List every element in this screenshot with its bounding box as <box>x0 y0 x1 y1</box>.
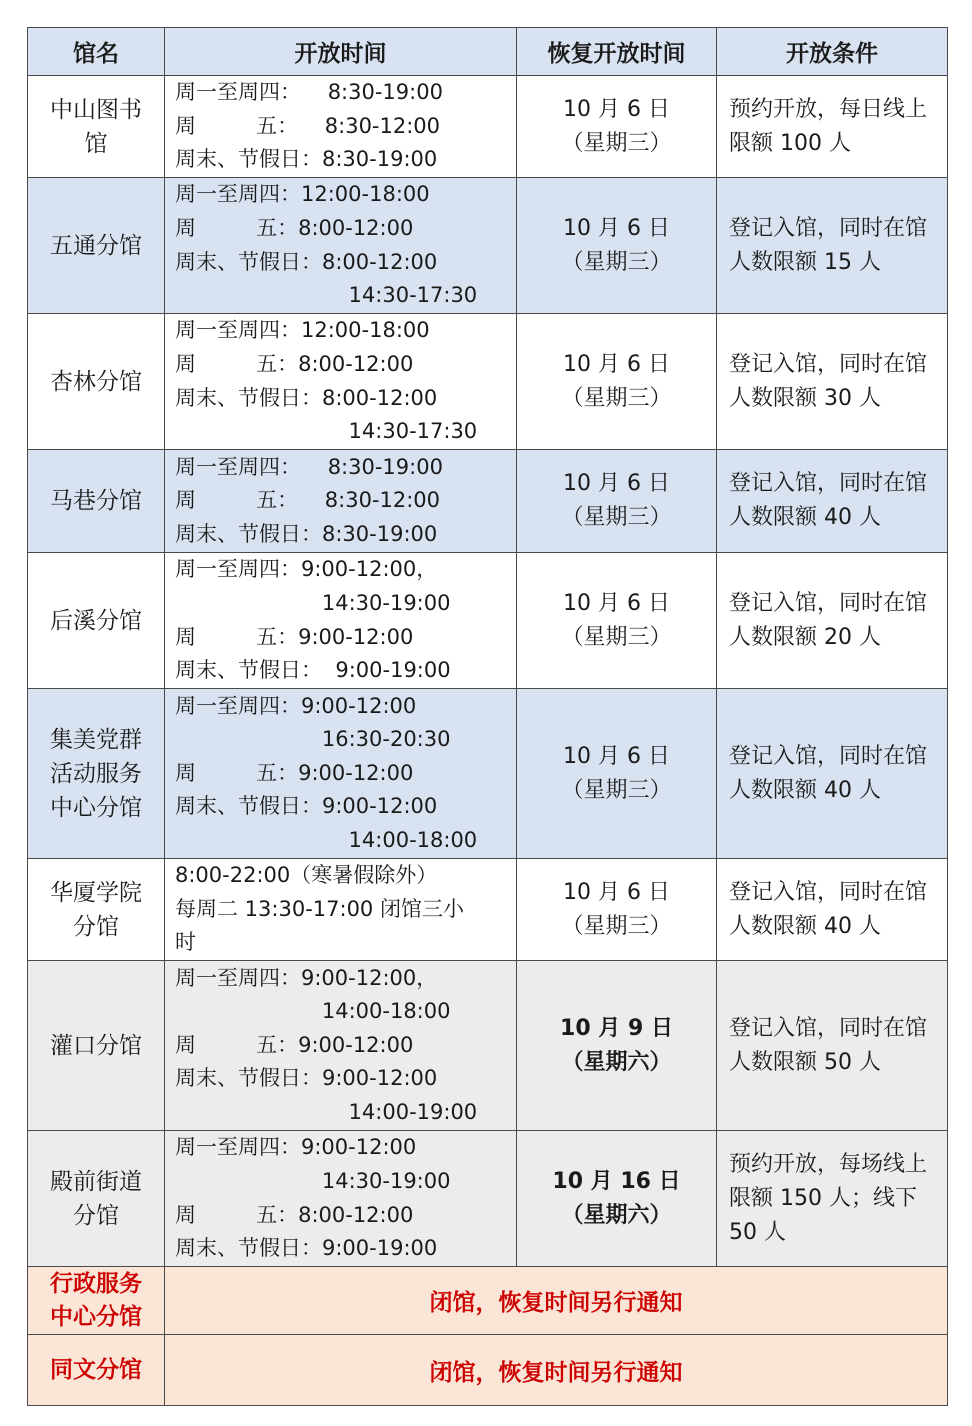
resume-date: 10 月 6 日 （星期三） <box>517 689 717 859</box>
table-row <box>28 961 948 1131</box>
opening-hours: 周一至周四： 8:30-19:00 周 五： 8:30-12:00 周末、节假日：8:30-19:00 <box>165 76 517 178</box>
resume-date: 10 月 6 日 （星期三） <box>517 178 717 314</box>
opening-hours: 周一至周四： 8:30-19:00 周 五： 8:30-12:00 周末、节假日：8:30-19:00 <box>165 450 517 553</box>
table-row <box>28 1131 948 1267</box>
opening-condition: 登记入馆，同时在馆人数限额 20 人 <box>717 553 948 689</box>
resume-date: 10 月 16 日 （星期六） <box>517 1131 717 1267</box>
closed-notice: 闭馆，恢复时间另行通知 <box>165 1267 948 1335</box>
library-name: 后溪分馆 <box>28 553 165 689</box>
library-name: 殿前街道 分馆 <box>28 1131 165 1267</box>
library-name: 同文分馆 <box>28 1335 165 1406</box>
opening-hours: 周一至周四：9:00-12:00， 14:30-19:00 周 五：9:00-12:00 周末、节假日： 9:00-19:00 <box>165 553 517 689</box>
opening-condition: 登记入馆，同时在馆人数限额 15 人 <box>717 178 948 314</box>
library-name: 华厦学院 分馆 <box>28 859 165 961</box>
header-name: 馆名 <box>28 28 165 76</box>
table-row-closed <box>28 1335 948 1406</box>
library-name: 杏林分馆 <box>28 314 165 450</box>
library-name: 马巷分馆 <box>28 450 165 553</box>
opening-condition: 登记入馆，同时在馆人数限额 30 人 <box>717 314 948 450</box>
resume-date: 10 月 6 日 （星期三） <box>517 553 717 689</box>
closed-notice: 闭馆，恢复时间另行通知 <box>165 1335 948 1406</box>
opening-condition: 登记入馆，同时在馆人数限额 40 人 <box>717 450 948 553</box>
opening-hours: 周一至周四：12:00-18:00 周 五：8:00-12:00 周末、节假日：8:00-12:00 14:30-17:30 <box>165 314 517 450</box>
resume-date: 10 月 6 日 （星期三） <box>517 76 717 178</box>
library-name: 行政服务 中心分馆 <box>28 1267 165 1335</box>
opening-hours: 周一至周四：9:00-12:00 14:30-19:00 周 五：8:00-12:00 周末、节假日：9:00-19:00 <box>165 1131 517 1267</box>
library-schedule-table <box>27 27 948 1406</box>
library-name: 灌口分馆 <box>28 961 165 1131</box>
library-name: 集美党群 活动服务 中心分馆 <box>28 689 165 859</box>
table-row <box>28 859 948 961</box>
opening-condition: 预约开放，每场线上限额 150 人；线下 50 人 <box>717 1131 948 1267</box>
table-row <box>28 689 948 859</box>
table-row <box>28 178 948 314</box>
header-hours: 开放时间 <box>165 28 517 76</box>
opening-hours: 周一至周四：9:00-12:00， 14:00-18:00 周 五：9:00-12:00 周末、节假日：9:00-12:00 14:00-19:00 <box>165 961 517 1131</box>
table-row <box>28 76 948 178</box>
table-row-closed <box>28 1267 948 1335</box>
opening-hours: 8:00-22:00（寒暑假除外） 每周二 13:30-17:00 闭馆三小 时 <box>165 859 517 961</box>
opening-condition: 登记入馆，同时在馆人数限额 40 人 <box>717 859 948 961</box>
resume-date: 10 月 9 日 （星期六） <box>517 961 717 1131</box>
header-row <box>28 28 948 76</box>
opening-condition: 登记入馆，同时在馆人数限额 40 人 <box>717 689 948 859</box>
opening-hours: 周一至周四：12:00-18:00 周 五：8:00-12:00 周末、节假日：8:00-12:00 14:30-17:30 <box>165 178 517 314</box>
header-resume: 恢复开放时间 <box>517 28 717 76</box>
opening-hours: 周一至周四：9:00-12:00 16:30-20:30 周 五：9:00-12:00 周末、节假日：9:00-12:00 14:00-18:00 <box>165 689 517 859</box>
library-name: 中山图书 馆 <box>28 76 165 178</box>
header-condition: 开放条件 <box>717 28 948 76</box>
resume-date: 10 月 6 日 （星期三） <box>517 859 717 961</box>
library-name: 五通分馆 <box>28 178 165 314</box>
resume-date: 10 月 6 日 （星期三） <box>517 314 717 450</box>
opening-condition: 登记入馆，同时在馆人数限额 50 人 <box>717 961 948 1131</box>
table-row <box>28 314 948 450</box>
table-row <box>28 553 948 689</box>
table-row <box>28 450 948 553</box>
opening-condition: 预约开放，每日线上限额 100 人 <box>717 76 948 178</box>
resume-date: 10 月 6 日 （星期三） <box>517 450 717 553</box>
